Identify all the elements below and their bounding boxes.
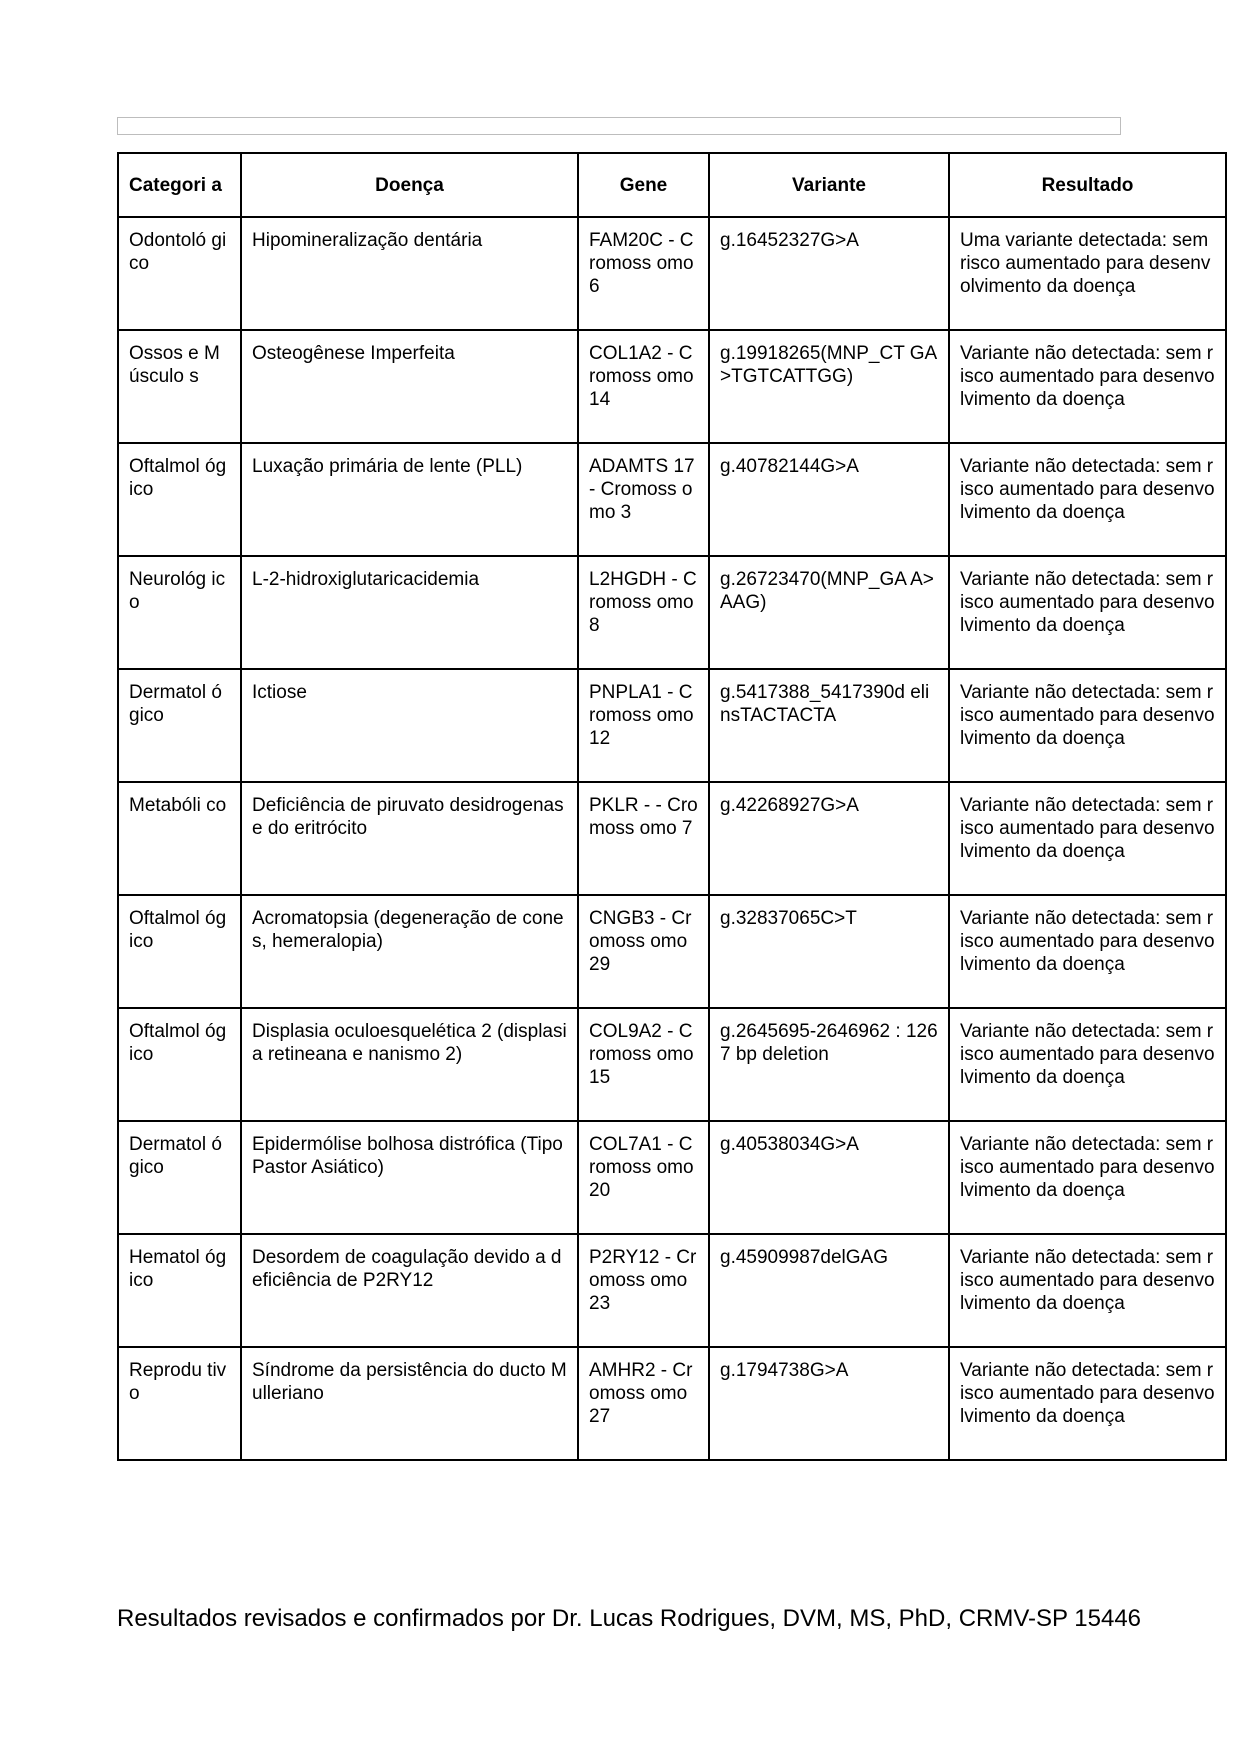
cell-variante: g.1794738G>A [709, 1347, 949, 1460]
cell-variante: g.2645695-2646962 : 1267 bp deletion [709, 1008, 949, 1121]
cell-resultado: Variante não detectada: sem risco aumentado para desenvolvimento da doença [949, 895, 1226, 1008]
cell-doenca: Epidermólise bolhosa distrófica (Tipo Pastor Asiático) [241, 1121, 578, 1234]
cell-categoria: Oftalmol ógico [118, 1008, 241, 1121]
cell-gene: COL9A2 - Cromoss omo 15 [578, 1008, 709, 1121]
cell-gene: ADAMTS 17 - Cromoss omo 3 [578, 443, 709, 556]
table-row [118, 1234, 1226, 1347]
cell-gene: COL1A2 - Cromoss omo 14 [578, 330, 709, 443]
cell-resultado: Variante não detectada: sem risco aumentado para desenvolvimento da doença [949, 443, 1226, 556]
cell-variante: g.42268927G>A [709, 782, 949, 895]
cell-variante: g.19918265(MNP_CT GA>TGTCATTGG) [709, 330, 949, 443]
cell-resultado: Variante não detectada: sem risco aumentado para desenvolvimento da doença [949, 782, 1226, 895]
header-gene: Gene [578, 153, 709, 217]
genetic-results-table [117, 152, 1227, 1461]
cell-gene: PKLR - - Cromoss omo 7 [578, 782, 709, 895]
table-row [118, 217, 1226, 330]
table-row [118, 895, 1226, 1008]
cell-categoria: Metabóli co [118, 782, 241, 895]
cell-doenca: Síndrome da persistência do ducto Mulleriano [241, 1347, 578, 1460]
cell-resultado: Variante não detectada: sem risco aumentado para desenvolvimento da doença [949, 1234, 1226, 1347]
cell-categoria: Hematol ógico [118, 1234, 241, 1347]
cell-doenca: Acromatopsia (degeneração de cones, hemeralopia) [241, 895, 578, 1008]
cell-variante: g.45909987delGAG [709, 1234, 949, 1347]
cell-gene: COL7A1 - Cromoss omo 20 [578, 1121, 709, 1234]
cell-doenca: L-2-hidroxiglutaricacidemia [241, 556, 578, 669]
cell-variante: g.16452327G>A [709, 217, 949, 330]
review-confirmation-footer: Resultados revisados e confirmados por Dr. Lucas Rodrigues, DVM, MS, PhD, CRMV-SP 15446 [117, 1605, 1142, 1632]
cell-gene: FAM20C - Cromoss omo 6 [578, 217, 709, 330]
table-row [118, 330, 1226, 443]
cell-variante: g.26723470(MNP_GA A>AAG) [709, 556, 949, 669]
table-header-row [118, 153, 1226, 217]
cell-doenca: Luxação primária de lente (PLL) [241, 443, 578, 556]
cell-gene: L2HGDH - Cromoss omo 8 [578, 556, 709, 669]
cell-resultado: Variante não detectada: sem risco aumentado para desenvolvimento da doença [949, 1121, 1226, 1234]
cell-categoria: Reprodu tivo [118, 1347, 241, 1460]
cell-resultado: Variante não detectada: sem risco aumentado para desenvolvimento da doença [949, 556, 1226, 669]
header-categoria: Categori a [118, 153, 241, 217]
cell-variante: g.40538034G>A [709, 1121, 949, 1234]
cell-resultado: Variante não detectada: sem risco aumentado para desenvolvimento da doença [949, 669, 1226, 782]
cell-variante: g.40782144G>A [709, 443, 949, 556]
cell-categoria: Neurológ ico [118, 556, 241, 669]
cell-doenca: Desordem de coagulação devido a deficiência de P2RY12 [241, 1234, 578, 1347]
header-variante: Variante [709, 153, 949, 217]
cell-categoria: Dermatol ógico [118, 1121, 241, 1234]
cell-doenca: Hipomineralização dentária [241, 217, 578, 330]
table-row [118, 1347, 1226, 1460]
cell-gene: CNGB3 - Cromoss omo 29 [578, 895, 709, 1008]
header-resultado: Resultado [949, 153, 1226, 217]
cell-resultado: Variante não detectada: sem risco aumentado para desenvolvimento da doença [949, 330, 1226, 443]
cell-doenca: Ictiose [241, 669, 578, 782]
table-row [118, 1008, 1226, 1121]
header-placeholder-bar [117, 117, 1121, 135]
cell-categoria: Odontoló gico [118, 217, 241, 330]
cell-resultado: Variante não detectada: sem risco aumentado para desenvolvimento da doença [949, 1347, 1226, 1460]
cell-resultado: Variante não detectada: sem risco aumentado para desenvolvimento da doença [949, 1008, 1226, 1121]
cell-gene: P2RY12 - Cromoss omo 23 [578, 1234, 709, 1347]
table-row [118, 1121, 1226, 1234]
table-row [118, 556, 1226, 669]
cell-categoria: Oftalmol ógico [118, 443, 241, 556]
cell-gene: AMHR2 - Cromoss omo 27 [578, 1347, 709, 1460]
cell-doenca: Osteogênese Imperfeita [241, 330, 578, 443]
header-doenca: Doença [241, 153, 578, 217]
table-row [118, 443, 1226, 556]
cell-resultado: Uma variante detectada: sem risco aumentado para desenvolvimento da doença [949, 217, 1226, 330]
table-row [118, 669, 1226, 782]
cell-variante: g.5417388_5417390d elinsTACTACTA [709, 669, 949, 782]
cell-doenca: Displasia oculoesquelética 2 (displasia retineana e nanismo 2) [241, 1008, 578, 1121]
cell-variante: g.32837065C>T [709, 895, 949, 1008]
cell-categoria: Ossos e Músculo s [118, 330, 241, 443]
cell-doenca: Deficiência de piruvato desidrogenase do eritrócito [241, 782, 578, 895]
cell-gene: PNPLA1 - Cromoss omo 12 [578, 669, 709, 782]
cell-categoria: Oftalmol ógico [118, 895, 241, 1008]
cell-categoria: Dermatol ógico [118, 669, 241, 782]
table-row [118, 782, 1226, 895]
